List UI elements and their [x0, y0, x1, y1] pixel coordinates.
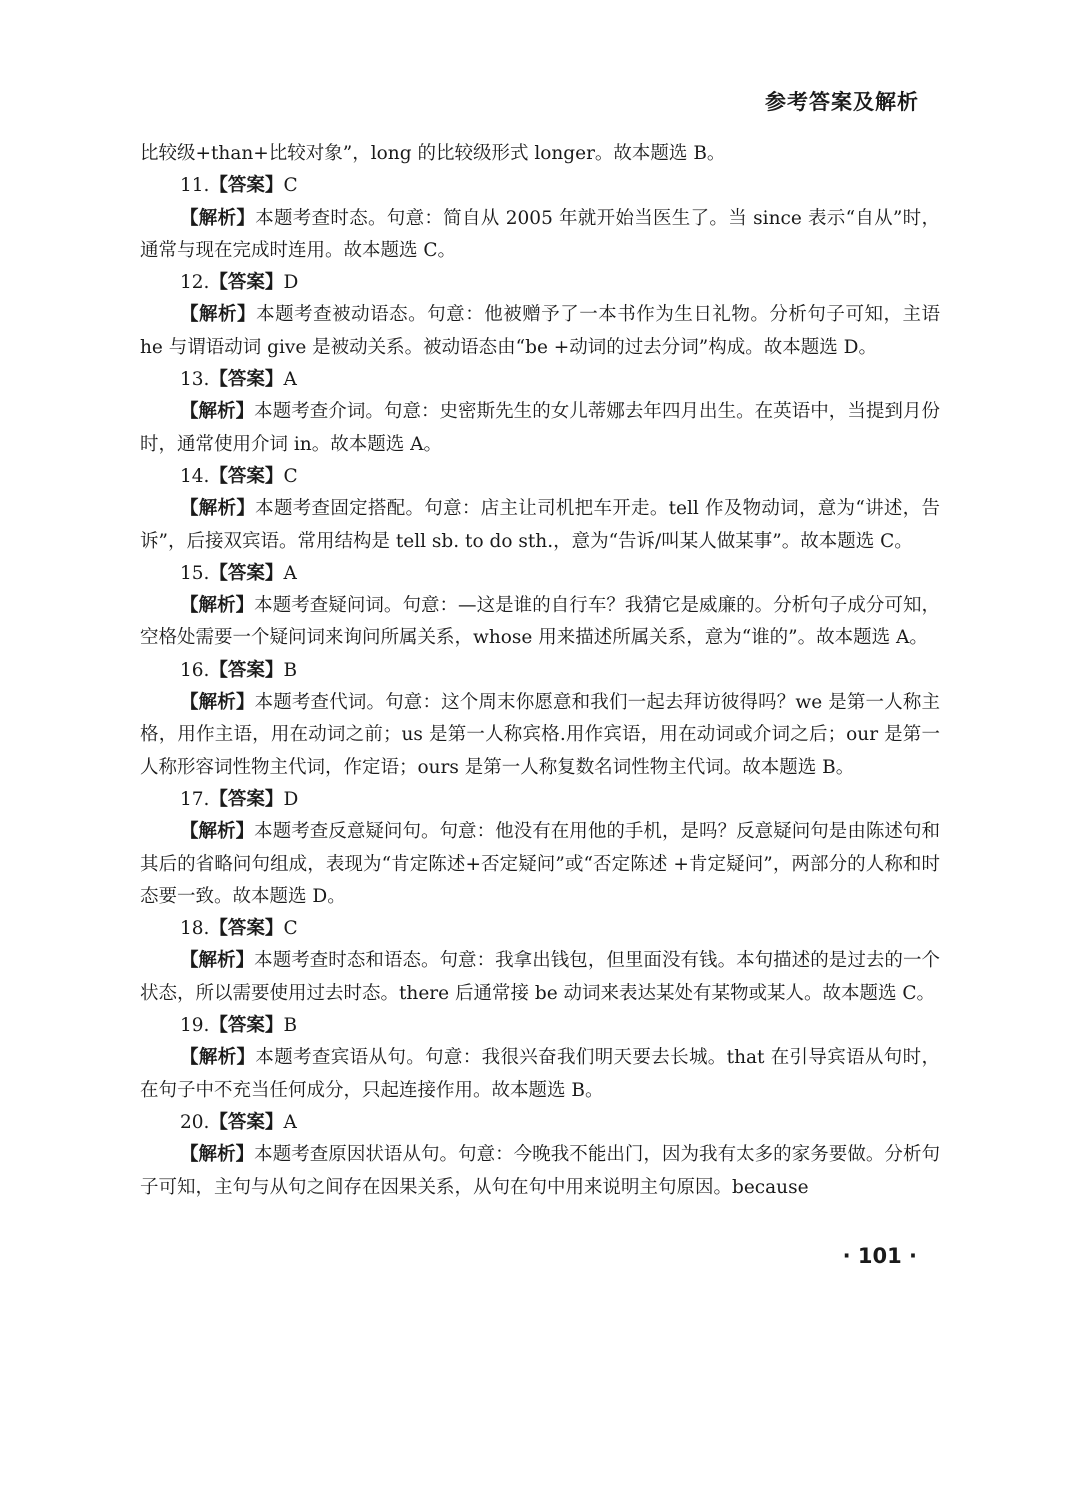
analysis-paragraph	[140, 203, 940, 268]
answer-label: 【答案】	[209, 369, 284, 391]
question-number: 19.	[180, 1015, 210, 1037]
page-number: · 101 ·	[842, 1244, 917, 1268]
answer-line	[140, 364, 940, 396]
answer-label: 【答案】	[209, 1015, 284, 1037]
answer-value: B	[283, 1015, 298, 1037]
answer-line	[140, 784, 940, 816]
analysis-paragraph	[140, 1139, 940, 1204]
question-list	[140, 170, 940, 1204]
analysis-paragraph	[140, 396, 940, 461]
analysis-label: 【解析】	[180, 304, 257, 326]
answer-key-content	[140, 138, 940, 1204]
analysis-text: 本题考查代词。句意：这个周末你愿意和我们一起去拜访彼得吗？we 是第一人称主格，用作主语，用在动词之前；us 是第一人称宾格.用作宾语，用在动词或介词之后；our 是第一人称形容词性物主代词，作定语；ours 是第一人称复数名词性物主代词。故本题选 B。	[140, 692, 940, 778]
question-number: 15.	[180, 562, 210, 584]
answer-value: A	[283, 369, 297, 391]
analysis-label: 【解析】	[180, 950, 255, 972]
question-number: 12.	[180, 272, 210, 294]
answer-value: C	[283, 918, 298, 940]
question-number: 18.	[180, 918, 210, 940]
analysis-label: 【解析】	[180, 207, 256, 229]
analysis-label: 【解析】	[180, 1047, 256, 1069]
answer-label: 【答案】	[209, 562, 284, 584]
answer-label: 【答案】	[209, 272, 284, 294]
analysis-text: 本题考查时态和语态。句意：我拿出钱包，但里面没有钱。本句描述的是过去的一个状态，所以需要使用过去时态。there 后通常接 be 动词来表达某处有某物或某人。故本题选 C。	[140, 950, 940, 1004]
analysis-paragraph	[140, 945, 940, 1010]
analysis-text: 本题考查介词。句意：史密斯先生的女儿蒂娜去年四月出生。在英语中，当提到月份时，通常使用介词 in。故本题选 A。	[140, 401, 940, 455]
answer-line	[140, 267, 940, 299]
answer-value: C	[283, 175, 298, 197]
page-header-title: 参考答案及解析	[765, 90, 919, 114]
answer-value: D	[283, 272, 299, 294]
analysis-paragraph	[140, 1042, 940, 1107]
analysis-paragraph	[140, 299, 940, 364]
answer-value: D	[283, 788, 299, 810]
question-number: 16.	[180, 659, 210, 681]
answer-label: 【答案】	[209, 1111, 284, 1133]
analysis-label: 【解析】	[180, 692, 255, 714]
analysis-label: 【解析】	[180, 498, 256, 520]
analysis-label: 【解析】	[180, 595, 255, 617]
answer-line	[140, 558, 940, 590]
answer-label: 【答案】	[209, 659, 284, 681]
analysis-text: 本题考查疑问词。句意：—这是谁的自行车？我猜它是威廉的。分析句子成分可知，空格处需要一个疑问词来询问所属关系，whose 用来描述所属关系，意为“谁的”。故本题选 A。	[140, 595, 940, 649]
answer-value: C	[283, 465, 298, 487]
answer-value: A	[283, 1111, 297, 1133]
question-number: 11.	[180, 175, 210, 197]
analysis-text: 本题考查原因状语从句。句意：今晚我不能出门，因为我有太多的家务要做。分析句子可知，主句与从句之间存在因果关系，从句在句中用来说明主句原因。because	[140, 1144, 940, 1198]
answer-value: B	[283, 659, 298, 681]
question-number: 13.	[180, 369, 210, 391]
answer-line	[140, 655, 940, 687]
question-number: 17.	[180, 788, 210, 810]
analysis-paragraph	[140, 590, 940, 655]
intro-paragraph: 比较级+than+比较对象”，long 的比较级形式 longer。故本题选 B。	[140, 143, 726, 164]
analysis-label: 【解析】	[180, 821, 255, 843]
answer-line	[140, 1010, 940, 1042]
analysis-label: 【解析】	[180, 1144, 255, 1166]
answer-label: 【答案】	[209, 465, 284, 487]
answer-line	[140, 913, 940, 945]
analysis-text: 本题考查时态。句意：简自从 2005 年就开始当医生了。当 since 表示“自从”时，通常与现在完成时连用。故本题选 C。	[140, 207, 940, 261]
analysis-text: 本题考查宾语从句。句意：我很兴奋我们明天要去长城。that 在引导宾语从句时，在句子中不充当任何成分，只起连接作用。故本题选 B。	[140, 1047, 940, 1101]
analysis-paragraph	[140, 687, 940, 784]
analysis-text: 本题考查固定搭配。句意：店主让司机把车开走。tell 作及物动词，意为“讲述，告诉”，后接双宾语。常用结构是 tell sb. to do sth.，意为“告诉/叫某人做某事”。故本题选 C。	[140, 498, 940, 552]
answer-value: A	[283, 562, 297, 584]
answer-line	[140, 461, 940, 493]
answer-label: 【答案】	[209, 175, 284, 197]
question-number: 20.	[180, 1111, 210, 1133]
answer-line	[140, 170, 940, 202]
answer-label: 【答案】	[209, 788, 284, 810]
question-number: 14.	[180, 465, 210, 487]
analysis-label: 【解析】	[180, 401, 255, 423]
analysis-text: 本题考查反意疑问句。句意：他没有在用他的手机，是吗？反意疑问句是由陈述句和其后的省略问句组成，表现为“肯定陈述+否定疑问”或“否定陈述 +肯定疑问”，两部分的人称和时态要一致。故本题选 D。	[140, 821, 940, 907]
analysis-paragraph	[140, 816, 940, 913]
answer-label: 【答案】	[209, 918, 284, 940]
answer-line	[140, 1107, 940, 1139]
analysis-text: 本题考查被动语态。句意：他被赠予了一本书作为生日礼物。分析句子可知，主语 he 与谓语动词 give 是被动关系。被动语态由“be +动词的过去分词”构成。故本题选 D。	[140, 304, 940, 358]
analysis-paragraph	[140, 493, 940, 558]
